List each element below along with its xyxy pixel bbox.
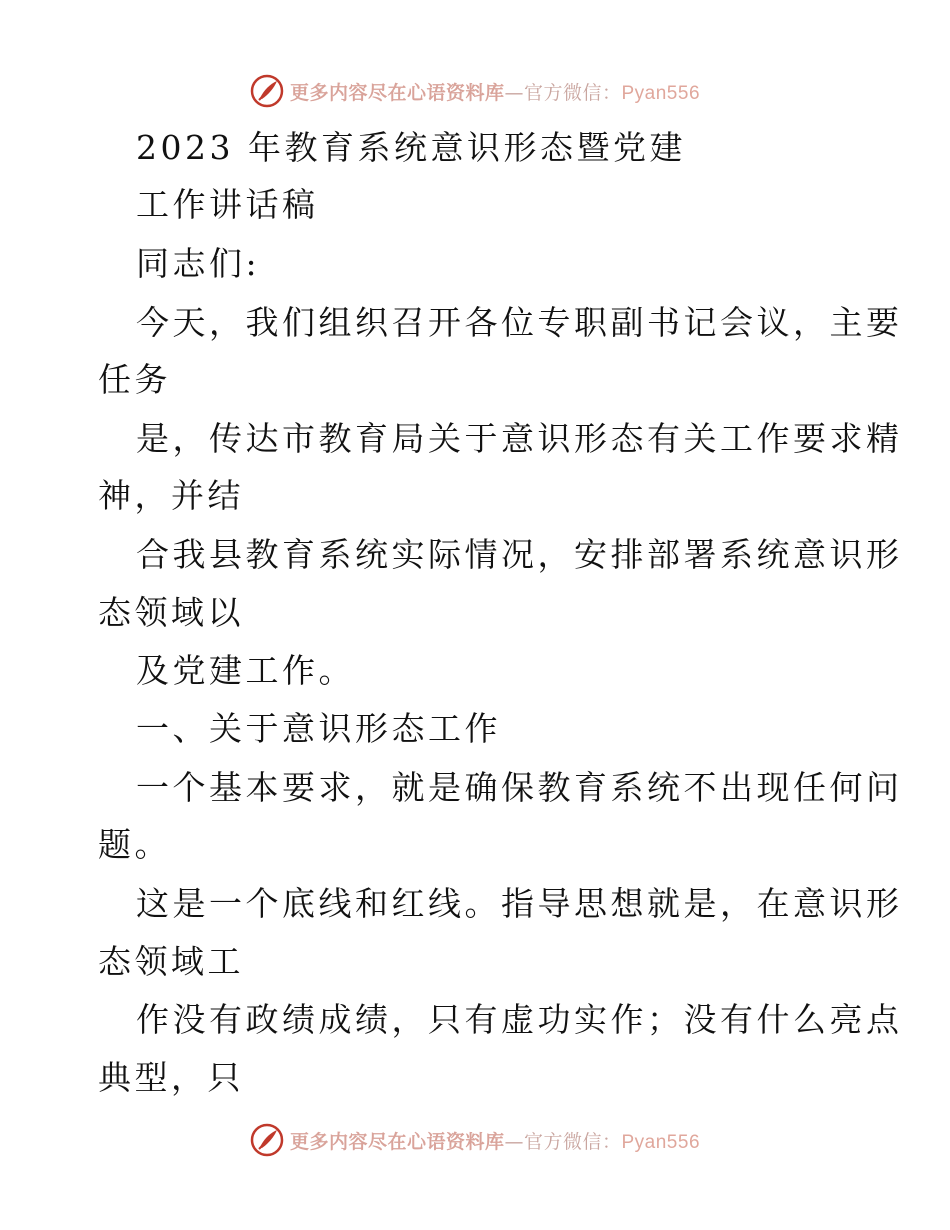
watermark-brand: 更多内容尽在心语资料库 (289, 81, 505, 104)
paragraph-line: 态领域以 (98, 593, 244, 632)
paragraph-line: 题。 (98, 825, 171, 864)
paragraph-line: 态领域工 (98, 942, 244, 981)
watermark-dash: — (504, 81, 524, 104)
paragraph-line: 这是一个底线和红线。指导思想就是，在意识形 (136, 884, 903, 923)
paragraph-line: 典型，只 (98, 1058, 244, 1097)
watermark-wechat-label: 官方微信： (523, 81, 622, 104)
salutation: 同志们: (136, 244, 261, 283)
paragraph-line: 神，并结 (98, 476, 244, 515)
paragraph-line: 一个基本要求，就是确保教育系统不出现任何问 (136, 768, 903, 807)
paragraph-line: 是，传达市教育局关于意识形态有关工作要求精 (136, 419, 903, 458)
watermark-dash: — (504, 1130, 524, 1153)
doc-title-line-2: 工作讲话稿 (136, 185, 319, 224)
section-heading: 一、关于意识形态工作 (136, 709, 501, 748)
doc-title-line-1: 2023 年教育系统意识形态暨党建 (136, 128, 686, 167)
paragraph-line: 合我县教育系统实际情况，安排部署系统意识形 (136, 535, 903, 574)
paragraph-line: 及党建工作。 (136, 651, 355, 690)
quill-pen-logo-icon (250, 74, 284, 108)
quill-pen-logo-icon (250, 1123, 284, 1157)
paragraph-line: 作没有政绩成绩，只有虚功实作；没有什么亮点 (136, 1000, 903, 1039)
watermark-wechat-id: Pyan556 (621, 1131, 701, 1153)
watermark-brand: 更多内容尽在心语资料库 (289, 1130, 505, 1153)
paragraph-line: 今天，我们组织召开各位专职副书记会议，主要 (136, 303, 903, 342)
paragraph-line: 任务 (98, 360, 171, 399)
header-watermark (0, 71, 950, 111)
watermark-wechat-label: 官方微信： (523, 1130, 622, 1153)
watermark-wechat-id: Pyan556 (621, 82, 701, 104)
footer-watermark (0, 1120, 950, 1160)
